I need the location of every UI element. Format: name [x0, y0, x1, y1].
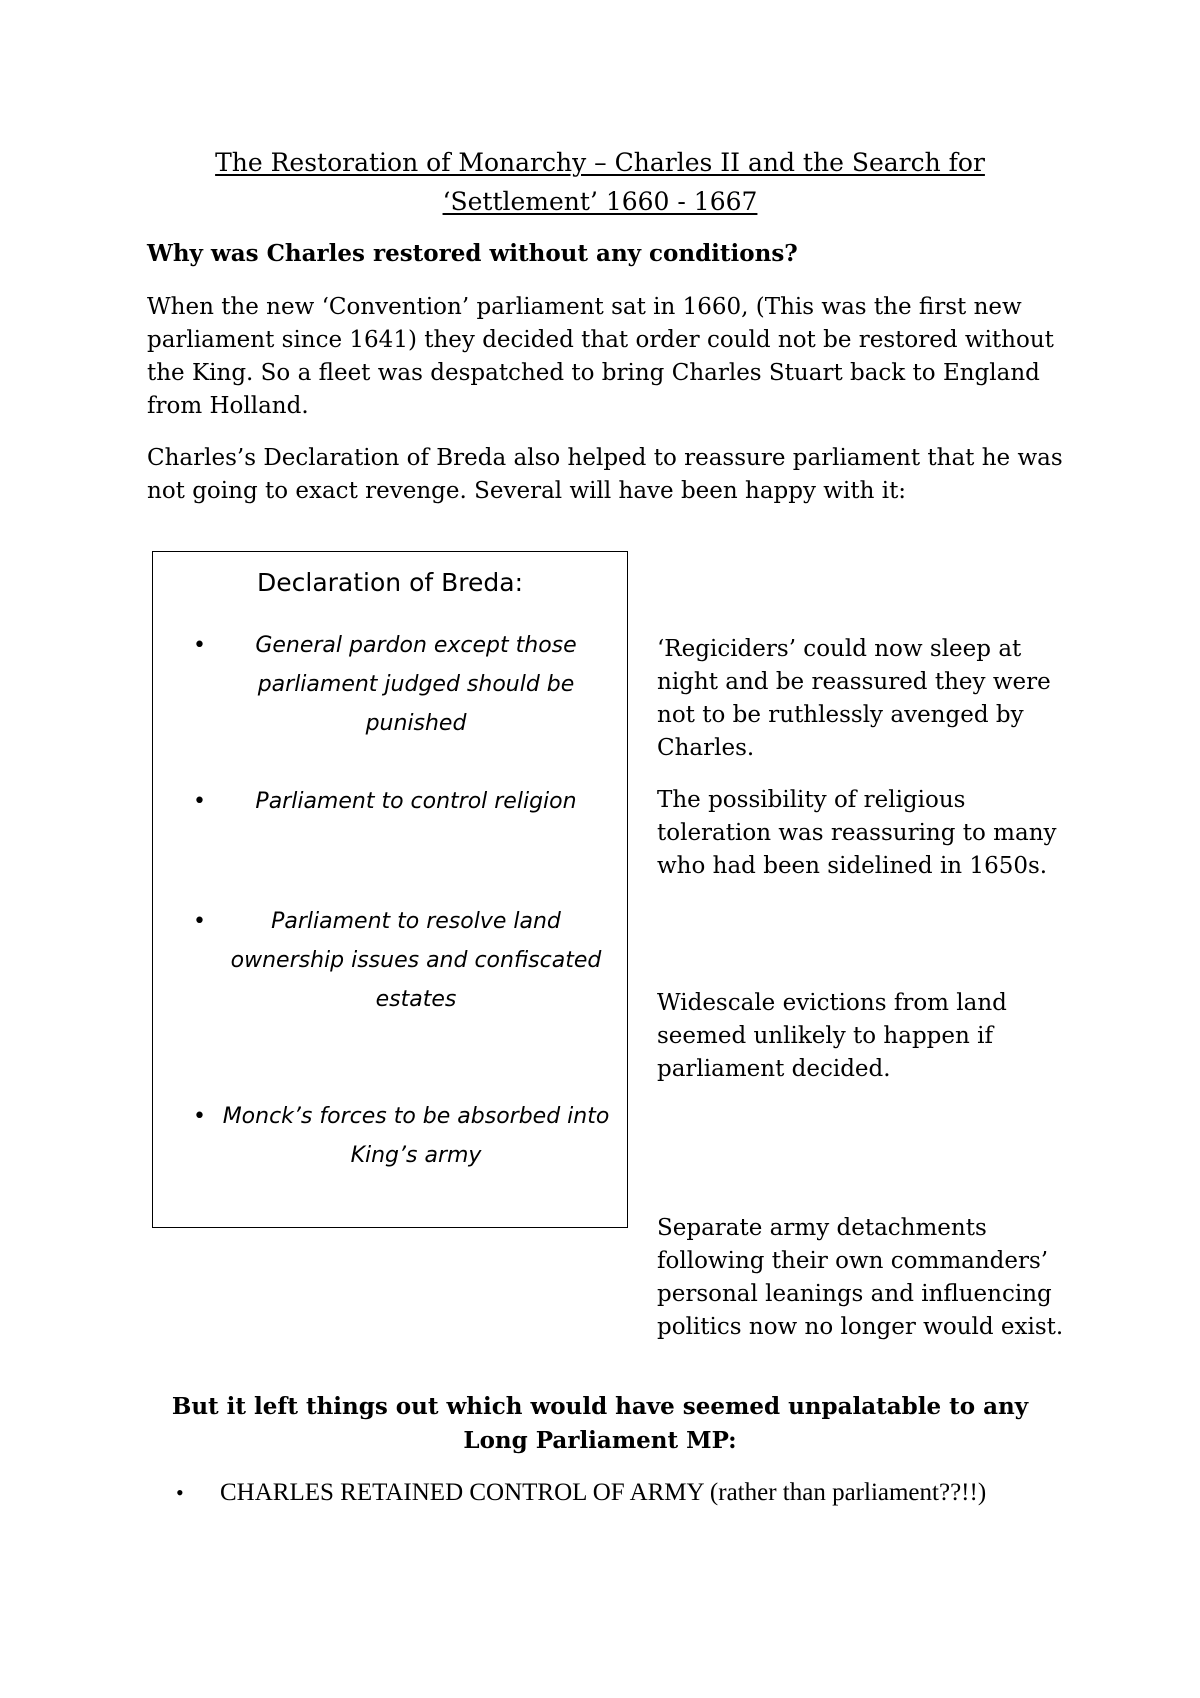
- list-item: [176, 1476, 1036, 1509]
- omissions-list: [176, 1476, 1036, 1509]
- left-out-heading: But it left things out which would have seemed unpalatable to any Long Parliament MP:: [171, 1393, 1029, 1454]
- breda-intro-paragraph: Charles’s Declaration of Breda also helped to reassure parliament that he was not going to exact revenge. Several will have been happy with it:: [147, 445, 1063, 504]
- breda-item-army: [193, 1097, 613, 1175]
- title-line-2: ‘Settlement’ 1660 - 1667: [442, 187, 758, 216]
- breda-item-land: [193, 902, 613, 1019]
- bullet-icon: •: [193, 1104, 206, 1129]
- breda-box-title: Declaration of Breda:: [257, 568, 523, 597]
- declaration-of-breda-box: [152, 551, 628, 1228]
- note-land: Widescale evictions from land seemed unlikely to happen if parliament decided.: [657, 990, 1007, 1082]
- intro-paragraph: When the new ‘Convention’ parliament sat in 1660, (This was the first new parliament since 1641) they decided that order could not be restored without the King. So a fleet was despatched to bring Charles Stuart back to England from Holland.: [147, 294, 1054, 419]
- list-item-text: CHARLES RETAINED CONTROL OF ARMY (rather than parliament??!!): [220, 1479, 987, 1506]
- bullet-icon: •: [193, 909, 206, 934]
- section-question: Why was Charles restored without any conditions?: [147, 240, 798, 267]
- breda-item-text: Parliament to resolve land ownership issues and confiscated estates: [230, 909, 602, 1012]
- note-army: Separate army detachments following their own commanders’ personal leanings and influencing politics now no longer would exist.: [657, 1215, 1064, 1340]
- note-regiciders: ‘Regiciders’ could now sleep at night and be reassured they were not to be ruthlessly avenged by Charles.: [657, 636, 1051, 761]
- title-line-1: The Restoration of Monarchy – Charles II and the Search for: [215, 148, 985, 177]
- note-religion: The possibility of religious toleration was reassuring to many who had been sidelined in 1650s.: [657, 787, 1057, 879]
- bullet-icon: •: [193, 633, 206, 658]
- breda-item-text: General pardon except those parliament judged should be punished: [255, 633, 577, 736]
- breda-item-text: Monck’s forces to be absorbed into King’s army: [222, 1104, 610, 1168]
- breda-item-religion: [193, 782, 613, 821]
- breda-item-pardon: [193, 626, 613, 743]
- document-title: [140, 143, 1060, 221]
- bullet-icon: •: [193, 789, 206, 814]
- breda-item-text: Parliament to control religion: [255, 789, 577, 814]
- bullet-icon: •: [176, 1480, 184, 1505]
